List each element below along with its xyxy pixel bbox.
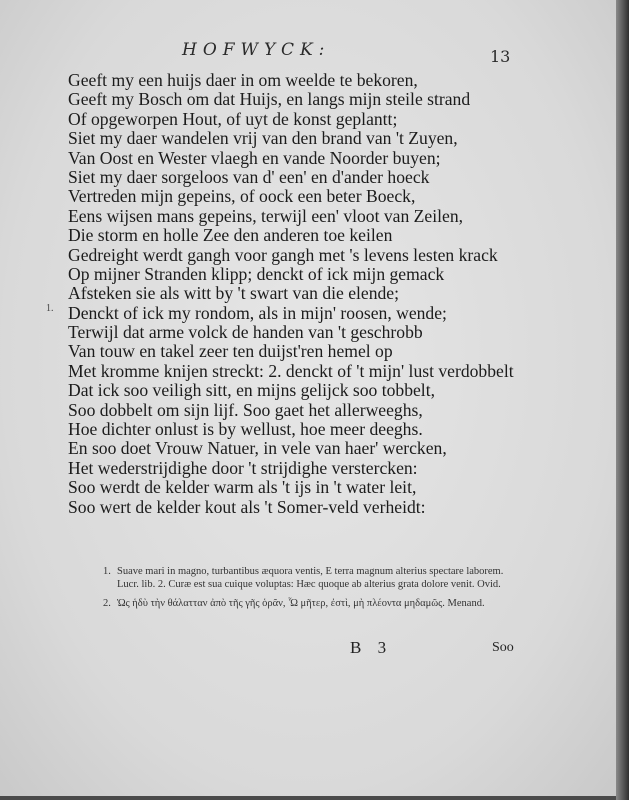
verse-line: Soo werdt de kelder warm als 't ijs in 't water leit, bbox=[68, 477, 417, 498]
verse-line: Het wederstrijdighe door 't strijdighe verstercken: bbox=[68, 457, 418, 478]
verse-line: Geeft my een huijs daer in om weelde te bekoren, bbox=[68, 70, 418, 90]
page-edge-shadow bbox=[616, 0, 629, 800]
verse-line: Eens wijsen mans gepeins, terwijl een' vloot van Zeilen, bbox=[68, 205, 464, 226]
verse-line: Denckt of ick my rondom, als in mijn' roosen, wende; bbox=[68, 302, 447, 323]
footnote-number: 1. bbox=[103, 566, 111, 577]
footnote bbox=[103, 597, 523, 610]
verse-line: Op mijner Stranden klipp; denckt of ick mijn gemack bbox=[68, 263, 445, 284]
verse-line: Vertreden mijn gepeins, of oock een beter Boeck, bbox=[68, 186, 416, 207]
footnote-text: Suave mari in magno, turbantibus æquora ventis, E terra magnum alterius spectare laborem. Lucr. lib. 2. Curæ est sua cuique voluptas: Hæc quoque ab alterius grata dolore venit. Ovid. bbox=[117, 566, 504, 590]
running-head: HOFWYCK: bbox=[182, 40, 331, 60]
verse-line: Hoe dichter onlust is by wellust, hoe meer deeghs. bbox=[68, 419, 423, 440]
verse-line: Siet my daer sorgeloos van d' een' en d'ander hoeck bbox=[68, 166, 430, 187]
verse-line: Gedreight werdt gangh voor gangh met 's levens lesten krack bbox=[68, 244, 498, 265]
verse-line: En soo doet Vrouw Natuer, in vele van haer' wercken, bbox=[68, 438, 447, 459]
verse-line: Terwijl dat arme volck de handen van 't geschrobb bbox=[68, 322, 423, 343]
verse-line: Van touw en takel zeer ten duijst'ren hemel op bbox=[68, 341, 393, 362]
verse-line: Van Oost en Wester vlaegh en vande Noorder buyen; bbox=[68, 147, 441, 168]
footnote-text: Ὡς ἡδὺ τὴν θάλατταν ἀπὸ τῆς γῆς ὁρᾶν, Ὦ μῆτερ, ἐστὶ, μὴ πλέοντα μηδαμῶς. Menand. bbox=[117, 598, 485, 609]
verse-line: Geeft my Bosch om dat Huijs, en langs mijn steile strand bbox=[68, 89, 471, 110]
margin-footnote-marker: 1. bbox=[46, 303, 54, 314]
verse-line: Die storm en holle Zee den anderen toe keilen bbox=[68, 225, 393, 246]
catchword: Soo bbox=[492, 640, 514, 655]
page-number: 13 bbox=[490, 47, 511, 66]
verse-line: Dat ick soo veiligh sitt, en mijns gelijck soo tobbelt, bbox=[68, 380, 435, 401]
verse-line: Afsteken sie als witt by 't swart van die elende; bbox=[68, 283, 400, 304]
verse-body bbox=[68, 71, 538, 517]
footnote bbox=[103, 565, 523, 591]
verse-line: Of opgeworpen Hout, of uyt de konst geplantt; bbox=[68, 108, 398, 129]
footnote-number: 2. bbox=[103, 598, 111, 609]
verse-line: Siet my daer wandelen vrij van den brand van 't Zuyen, bbox=[68, 128, 458, 149]
verse-line: Soo wert de kelder kout als 't Somer-veld verheidt: bbox=[68, 496, 426, 517]
verse-line: Soo dobbelt om sijn lijf. Soo gaet het allerweeghs, bbox=[68, 399, 423, 420]
verse-line: Met kromme knijen streckt: 2. denckt of 't mijn' lust verdobbelt bbox=[68, 360, 514, 381]
footnotes bbox=[103, 565, 523, 616]
signature-mark: B 3 bbox=[350, 638, 393, 657]
